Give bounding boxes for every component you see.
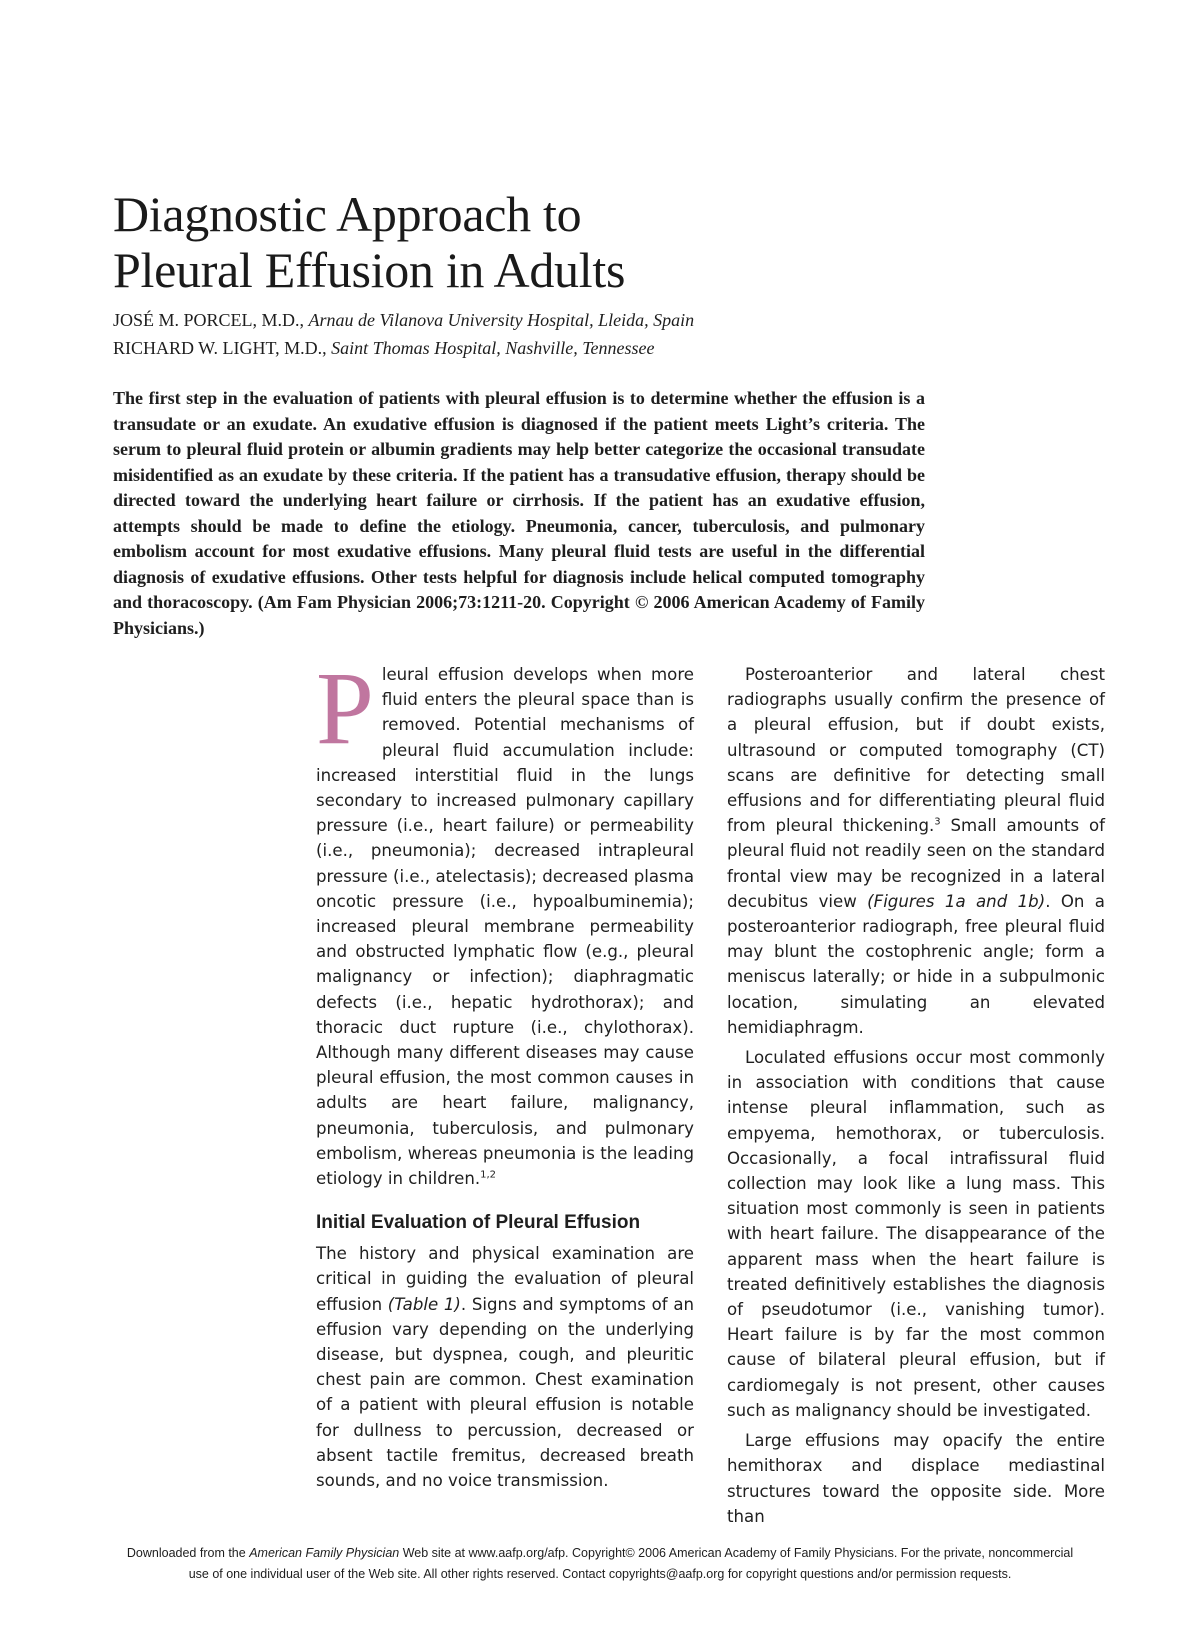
intro-text: leural effusion develops when more fluid enters the pleural space than is removed. Potential mechanisms of pleural fluid accumulation include: increased interstitial fluid in the lungs secondary to increased pulmonary capillary pressure (i.e., heart failure) or permeability (i.e., pneumonia); decreased intrapleural pressure (i.e., atelectasis); decreased plasma oncotic pressure (i.e., hypoalbuminemia); increased pleural membrane permeability and obstructed lymphatic flow (e.g., pleural malignancy or infection); diaphragmatic defects (i.e., hepatic hydrothorax); and thoracic duct rupture (i.e., chylothorax). Although many different diseases may cause pleural effusion, the most common causes in adults are heart failure, malignancy, pneumonia, tuberculosis, and pulmonary embolism, whereas pneumonia is the leading etiology in children. [316, 665, 694, 1189]
title-line-1: Diagnostic Approach to [113, 186, 582, 242]
evaluation-text-2: . Signs and symptoms of an effusion vary depending on the underlying disease, but dyspnea, cough, and pleuritic chest pain are common. Chest examination of a patient with pleural effusion is notable for dullness to percussion, decreased or absent tactile fremitus, decreased breath sounds, and no voice transmission. [316, 1294, 694, 1491]
radiograph-text-1: Posteroanterior and lateral chest radiographs usually confirm the presence of a pleural effusion, but if doubt exists, ultrasound or computed tomography (CT) scans are definitive for detecting small effusions and for differentiating pleural fluid from pleural thickening. [727, 665, 1105, 836]
figure-1-reference[interactable]: (Figures 1a and 1b) [867, 891, 1046, 911]
abstract [113, 386, 925, 641]
author-2 [113, 334, 1013, 362]
drop-cap: P [316, 651, 374, 766]
author-1 [113, 306, 1013, 334]
author-2-affiliation: Saint Thomas Hospital, Nashville, Tennessee [331, 338, 655, 358]
author-1-name: JOSÉ M. PORCEL, M.D., [113, 310, 305, 330]
section-heading: Initial Evaluation of Pleural Effusion [316, 1212, 641, 1234]
article-title [113, 186, 1013, 298]
author-list [113, 306, 1013, 362]
abstract-text: The first step in the evaluation of patients with pleural effusion is to determine whether the effusion is a transudate or an exudate. An exudative effusion is diagnosed if the patient meets Light’s criteria. The serum to pleural fluid protein or albumin gradients may help better categorize the occasional transudate misidentified as an exudate by these criteria. If the patient has a transudative effusion, therapy should be directed toward the underlying heart failure or cirrhosis. If the patient has an exudative effusion, attempts should be made to define the etiology. Pneumonia, cancer, tuberculosis, and pulmonary embolism account for most exudative effusions. Many pleural fluid tests are useful in the differential diagnosis of exudative effusions. Other tests helpful for diagnosis include helical computed tomography and thoracoscopy. [113, 388, 925, 612]
title-line-2: Pleural Effusion in Adults [113, 242, 626, 298]
author-2-name: RICHARD W. LIGHT, M.D., [113, 338, 327, 358]
body-column-left [316, 651, 694, 1493]
large-effusion-paragraph: Large effusions may opacify the entire hemithorax and displace mediastinal structures toward the opposite side. More than [727, 1431, 1105, 1526]
body-column-right [727, 662, 1105, 1529]
intro-paragraph [316, 651, 694, 1191]
evaluation-text-1: The history and physical examination are critical in guiding the evaluation of pleural effusion [316, 1244, 694, 1314]
radiograph-paragraph [727, 662, 1105, 1040]
radiograph-text-2: Small amounts of pleural fluid not readily seen on the standard frontal view may be recognized in a lateral decubitus view [727, 816, 1105, 911]
abstract-citation: (Am Fam Physician 2006;73:1211-20. Copyright © 2006 American Academy of Family Physicians.) [113, 592, 925, 638]
author-1-affiliation: Arnau de Vilanova University Hospital, Lleida, Spain [308, 310, 695, 330]
footer-journal-name: American Family Physician [249, 1546, 400, 1560]
loculated-paragraph: Loculated effusions occur most commonly in association with conditions that cause intense pleural inflammation, such as empyema, hemothorax, or tuberculosis. Occasionally, a focal intrafissural fluid collection may look like a lung mass. This situation most commonly is seen in patients with heart failure. The disappearance of the apparent mass when the heart failure is treated definitively establishes the diagnosis of pseudotumor (i.e., vanishing tumor). Heart failure is by far the most common cause of bilateral pleural effusion, but if cardiomegaly is not present, other causes such as malignancy should be investigated. [727, 1048, 1105, 1420]
footer-text-a: Downloaded from the [126, 1546, 250, 1560]
intro-reference: 1,2 [480, 1169, 497, 1181]
footer-text-b: Web site at www.aafp.org/afp. Copyright© 2006 American Academy of Family Physicians. For the private, noncommercial [399, 1546, 1074, 1560]
footer-line-1 [60, 1543, 1140, 1564]
evaluation-paragraph [316, 1241, 694, 1493]
footer-notice [60, 1543, 1140, 1585]
radiograph-reference: 3 [934, 816, 941, 828]
footer-line-2: use of one individual user of the Web site. All other rights reserved. Contact copyrights@aafp.org for copyright questions and/or permission requests. [188, 1567, 1012, 1581]
radiograph-text-3: . On a posteroanterior radiograph, free pleural fluid may blunt the costophrenic angle; form a meniscus laterally; or hide in a subpulmonic location, simulating an elevated hemidiaphragm. [727, 891, 1105, 1037]
table-1-reference[interactable]: (Table 1) [387, 1294, 461, 1314]
